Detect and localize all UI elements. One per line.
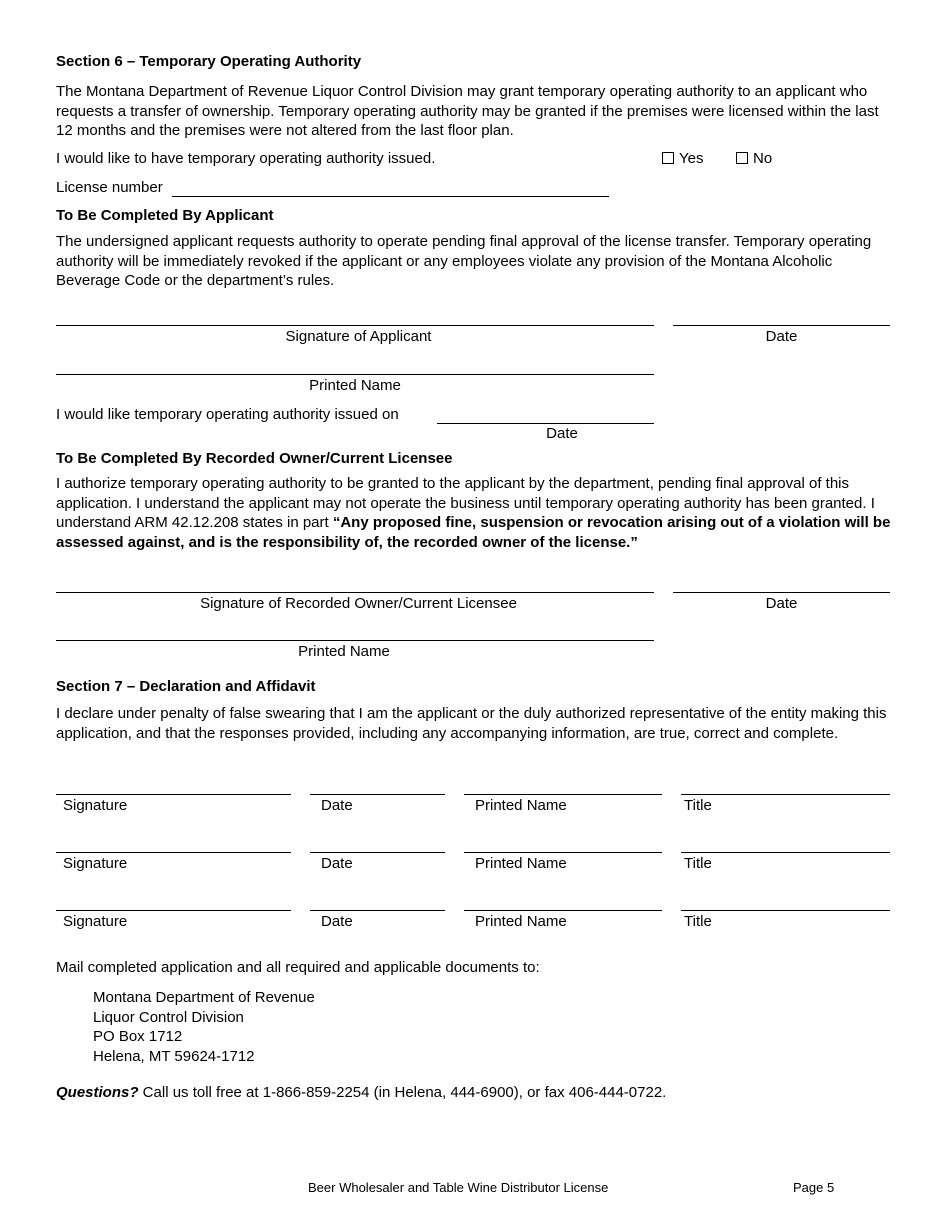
date-line[interactable]	[310, 794, 445, 795]
license-number-label: License number	[56, 179, 163, 196]
applicant-signature-label: Signature of Applicant	[285, 328, 432, 345]
issued-on-label: I would like temporary operating authority issued on	[56, 406, 399, 423]
applicant-printed-name-line[interactable]	[56, 374, 654, 375]
title-label: Title	[684, 797, 712, 814]
signature-line[interactable]	[56, 852, 291, 853]
section6-intro: The Montana Department of Revenue Liquor Control Division may grant temporary operating authority to an applicant who requests a transfer of ownership. Temporary operating authority may be granted if the premises were licensed within the last 12 months and the premises were not altered from the last floor plan.	[56, 83, 879, 139]
owner-printed-name-label: Printed Name	[298, 643, 390, 660]
section7-text: I declare under penalty of false swearing that I am the applicant or the duly authorized representative of the entity making this application, and that the responses provided, including any accompanying information, are true, correct and complete.	[56, 705, 887, 742]
address-line: Liquor Control Division	[93, 1008, 244, 1026]
date-line[interactable]	[310, 852, 445, 853]
date-label: Date	[321, 855, 353, 872]
owner-date-line[interactable]	[673, 592, 890, 593]
signature-line[interactable]	[56, 910, 291, 911]
owner-text-bold: “Any proposed fine, suspension or revocation arising out of a violation will be assessed against, and is the responsibility of, the recorded owner of the license.”	[56, 514, 891, 551]
applicant-signature-line[interactable]	[56, 325, 654, 326]
title-line[interactable]	[681, 910, 890, 911]
title-label: Title	[684, 913, 712, 930]
section6-heading: Section 6 – Temporary Operating Authority	[56, 53, 362, 70]
owner-signature-line[interactable]	[56, 592, 654, 593]
footer-form-title: Beer Wholesaler and Table Wine Distributor License	[308, 1180, 609, 1195]
yes-label: Yes	[679, 150, 704, 167]
issued-on-date-label: Date	[546, 425, 578, 442]
title-line[interactable]	[681, 794, 890, 795]
owner-printed-name-line[interactable]	[56, 640, 654, 641]
printed-name-line[interactable]	[464, 852, 662, 853]
owner-text-plain: I authorize temporary operating authority to be granted to the applicant by the department, pending final approval of this application. I understand the applicant may not operate the business until temporary operating authority has been granted. I understand ARM 42.12.208 states in part	[56, 475, 875, 531]
address-line: Montana Department of Revenue	[93, 989, 315, 1006]
toa-question: I would like to have temporary operating authority issued.	[56, 150, 436, 167]
printed-name-line[interactable]	[464, 794, 662, 795]
issued-on-date-line[interactable]	[437, 423, 654, 424]
mailing-address	[93, 988, 315, 1066]
yes-option[interactable]	[662, 150, 703, 167]
applicant-printed-name-label: Printed Name	[309, 377, 401, 394]
printed-name-label: Printed Name	[475, 797, 567, 814]
signature-label: Signature	[63, 913, 128, 930]
date-label: Date	[321, 913, 353, 930]
section7-heading: Section 7 – Declaration and Affidavit	[56, 678, 316, 695]
signature-label: Signature	[63, 855, 128, 872]
owner-heading: To Be Completed By Recorded Owner/Current Licensee	[56, 450, 453, 467]
owner-text	[56, 474, 896, 552]
date-line[interactable]	[310, 910, 445, 911]
applicant-text: The undersigned applicant requests authority to operate pending final approval of the license transfer. Temporary operating authority will be immediately revoked if the applicant or any employees violate any provision of the Montana Alcoholic Beverage Code or the department’s rules.	[56, 233, 872, 289]
footer-page-number: Page 5	[793, 1180, 835, 1195]
signature-label: Signature	[63, 797, 128, 814]
no-label: No	[753, 150, 773, 167]
owner-signature-label: Signature of Recorded Owner/Current Licensee	[200, 595, 517, 612]
title-line[interactable]	[681, 852, 890, 853]
applicant-date-line[interactable]	[673, 325, 890, 326]
questions-text: Call us toll free at 1-866-859-2254 (in Helena, 444-6900), or fax 406-444-0722.	[138, 1084, 667, 1101]
questions	[56, 1084, 666, 1101]
printed-name-label: Printed Name	[475, 913, 567, 930]
applicant-date-label: Date	[765, 328, 798, 345]
no-checkbox[interactable]	[736, 152, 748, 164]
questions-label: Questions?	[56, 1084, 139, 1101]
no-option[interactable]	[736, 150, 772, 167]
owner-date-label: Date	[765, 595, 798, 612]
address-line: Helena, MT 59624-1712	[93, 1047, 255, 1065]
title-label: Title	[684, 855, 712, 872]
signature-line[interactable]	[56, 794, 291, 795]
date-label: Date	[321, 797, 353, 814]
license-number-field[interactable]	[172, 196, 609, 197]
mailing-intro: Mail completed application and all required and applicable documents to:	[56, 959, 540, 976]
printed-name-label: Printed Name	[475, 855, 567, 872]
address-line: PO Box 1712	[93, 1028, 183, 1045]
yes-checkbox[interactable]	[662, 152, 674, 164]
applicant-heading: To Be Completed By Applicant	[56, 207, 274, 224]
printed-name-line[interactable]	[464, 910, 662, 911]
